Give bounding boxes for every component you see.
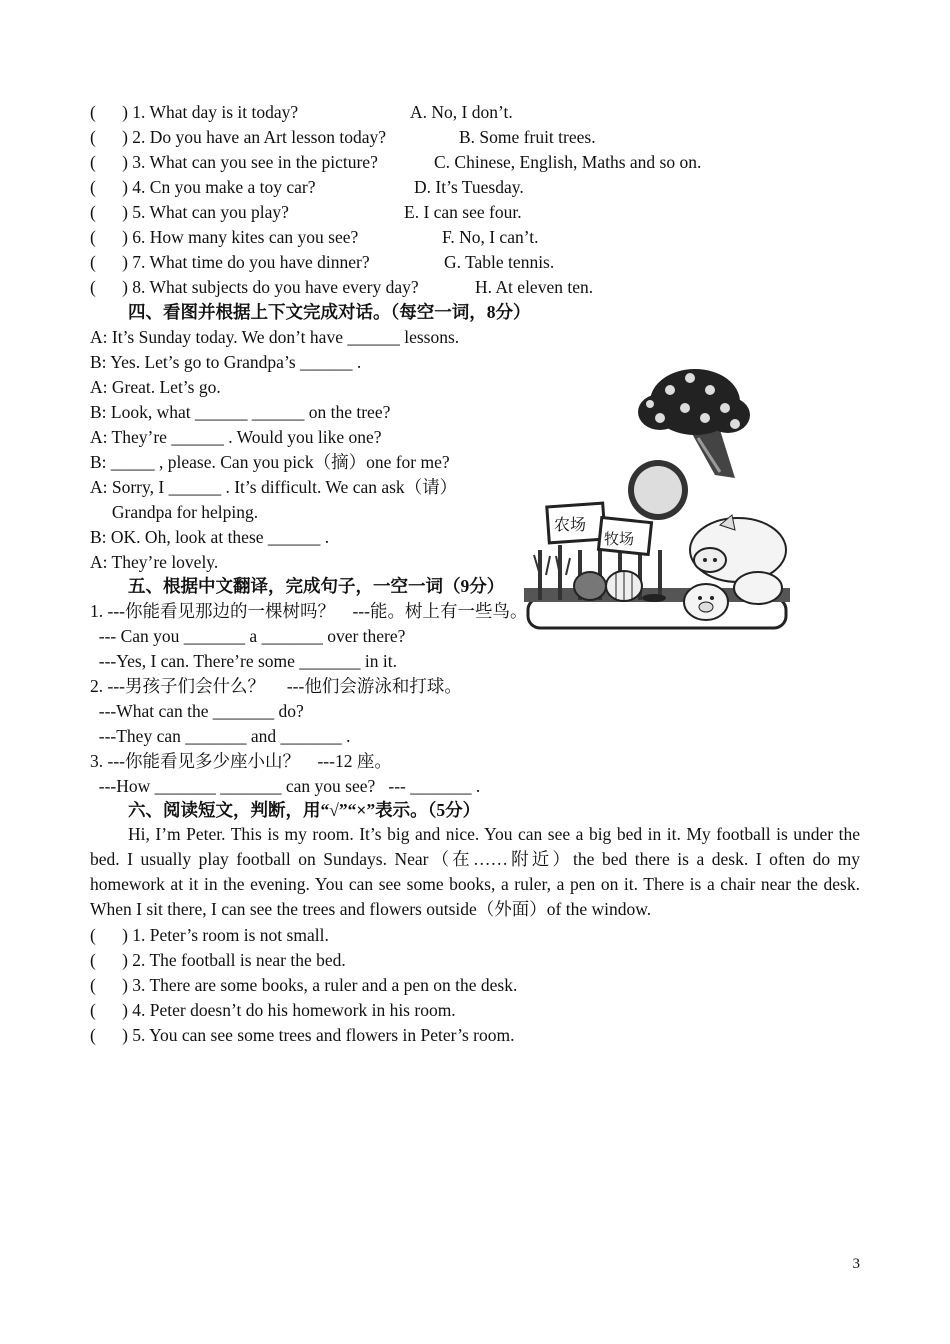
match-q-4: ( ) 4. Cn you make a toy car?: [90, 177, 316, 197]
judge-item: ( ) 1. Peter’s room is not small.: [90, 925, 329, 945]
match-q-5: ( ) 5. What can you play?: [90, 202, 289, 222]
match-q-1: ( ) 1. What day is it today?: [90, 102, 299, 122]
judge-item: ( ) 4. Peter doesn’t do his homework in his room.: [90, 1000, 456, 1020]
match-a-6: F. No, I can’t.: [442, 227, 539, 247]
judge-item: ( ) 2. The football is near the bed.: [90, 950, 346, 970]
judge-item: ( ) 3. There are some books, a ruler and a pen on the desk.: [90, 975, 518, 995]
farm-illustration: [520, 360, 800, 635]
translation-line: ---What can the _______ do?: [90, 701, 304, 721]
svg-text:农场: 农场: [554, 515, 587, 534]
match-q-6: ( ) 6. How many kites can you see?: [90, 227, 359, 247]
dialogue-line: B: Yes. Let’s go to Grandpa’s ______ .: [90, 352, 362, 372]
section6-heading: 六、阅读短文，判断，用“√”“×”表示。（5分）: [128, 800, 481, 820]
translation-line: ---They can _______ and _______ .: [90, 726, 351, 746]
match-a-2: B. Some fruit trees.: [459, 127, 596, 147]
match-q-7: ( ) 7. What time do you have dinner?: [90, 252, 370, 272]
match-a-5: E. I can see four.: [404, 202, 522, 222]
match-q-8: ( ) 8. What subjects do you have every day?: [90, 277, 419, 297]
match-q-3: ( ) 3. What can you see in the picture?: [90, 152, 378, 172]
dialogue-line: B: _____ , please. Can you pick（摘）one for me?: [90, 452, 450, 472]
translation-line: ---How _______ _______ can you see? --- _______ .: [90, 776, 481, 796]
dialogue-line: A: Great. Let’s go.: [90, 377, 221, 397]
dialogue-line: B: OK. Oh, look at these ______ .: [90, 527, 330, 547]
dialogue-line: Grandpa for helping.: [90, 502, 259, 522]
match-a-3: C. Chinese, English, Maths and so on.: [434, 152, 702, 172]
match-a-1: A. No, I don’t.: [410, 102, 513, 122]
match-a-8: H. At eleven ten.: [475, 277, 594, 297]
translation-line: ---Yes, I can. There’re some _______ in it.: [90, 651, 397, 671]
dialogue-line: A: They’re lovely.: [90, 552, 219, 572]
translation-line: 2. ---男孩子们会什么？ ---他们会游泳和打球。: [90, 676, 462, 696]
page-number: 3: [852, 1256, 860, 1272]
match-a-4: D. It’s Tuesday.: [414, 177, 524, 197]
match-q-2: ( ) 2. Do you have an Art lesson today?: [90, 127, 386, 147]
reading-passage: Hi, I’m Peter. This is my room. It’s big and nice. You can see a big bed in it. My football is under the bed. I usually play football on Sundays. Near（在……附近）the bed there is a desk. I often do my homework at it in the evening. You can see some books, a ruler, a pen on it. There is a chair near the desk. When I sit there, I can see the trees and flowers outside（外面）of the window.: [90, 824, 860, 919]
judge-item: ( ) 5. You can see some trees and flowers in Peter’s room.: [90, 1025, 515, 1045]
translation-line: --- Can you _______ a _______ over there?: [90, 626, 406, 646]
dialogue-line: A: They’re ______ . Would you like one?: [90, 427, 382, 447]
dialogue-line: B: Look, what ______ ______ on the tree?: [90, 402, 391, 422]
dialogue-line: A: It’s Sunday today. We don’t have ______ lessons.: [90, 327, 460, 347]
section5-heading: 五、根据中文翻译，完成句子，一空一词（9分）: [128, 576, 505, 596]
section4-heading: 四、看图并根据上下文完成对话。（每空一词，8分）: [128, 302, 531, 322]
match-a-7: G. Table tennis.: [444, 252, 555, 272]
sun-icon: [628, 460, 688, 520]
pumpkin-icon: [574, 571, 666, 602]
translation-line: 3. ---你能看见多少座小山？ ---12 座。: [90, 751, 392, 771]
translation-line: 1. ---你能看见那边的一棵树吗？ ---能。树上有一些鸟。: [90, 601, 528, 621]
dialogue-line: A: Sorry, I ______ . It’s difficult. We can ask（请）: [90, 477, 458, 497]
svg-text:牧场: 牧场: [604, 530, 635, 548]
